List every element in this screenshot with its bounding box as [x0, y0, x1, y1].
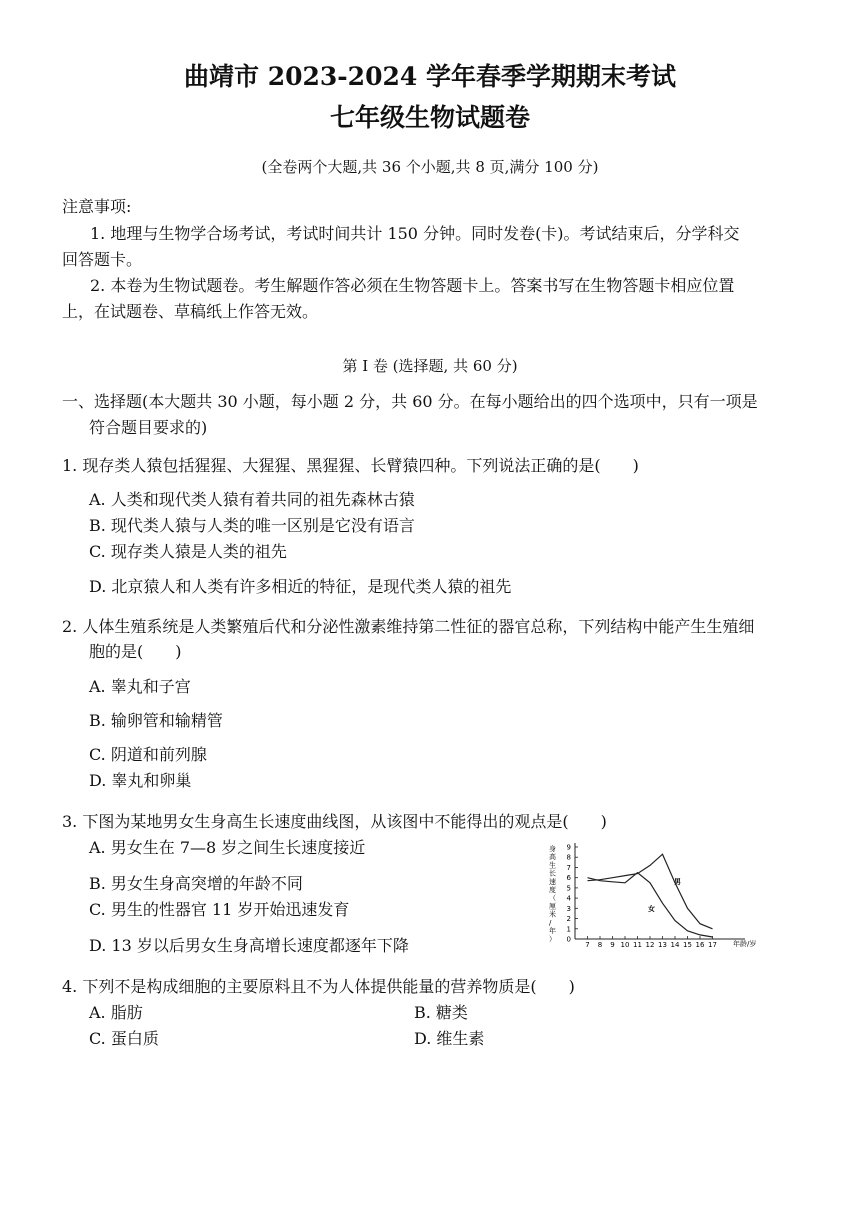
chart-ylabel-char: 度: [549, 886, 556, 894]
chart-x-tick-label: 10: [620, 941, 630, 949]
chart-legend: [648, 877, 681, 913]
chart-x-tick-label: 14: [670, 941, 680, 949]
notice-heading: 注意事项:: [62, 197, 132, 216]
chart-x-tick-label: 12: [645, 941, 655, 949]
question-4-option-d: D. 维生素: [414, 1029, 485, 1048]
chart-x-tick-label: 16: [695, 941, 705, 949]
question-3-option-c: C. 男生的性器官 11 岁开始迅速发育: [89, 900, 350, 919]
chart-ylabel-char: /: [549, 918, 552, 927]
chart-x-tick-label: 17: [708, 941, 717, 949]
chart-yticks: [567, 844, 578, 944]
question-2-stem-line1: 2. 人体生殖系统是人类繁殖后代和分泌性激素维持第二性征的器官总称，下列结构中能产生生殖细: [62, 617, 755, 636]
question-4-option-a: A. 脂肪: [89, 1003, 143, 1022]
section-title: 第 I 卷 (选择题, 共 60 分): [342, 357, 518, 375]
question-3-option-a: A. 男女生在 7—8 岁之间生长速度接近: [89, 838, 366, 857]
chart-ylabel-char: 长: [549, 869, 556, 878]
chart-axes: [575, 843, 745, 939]
chart-ylabel-char: 身: [549, 845, 556, 853]
chart-x-tick-label: 15: [683, 941, 692, 949]
chart-xlabel: 年龄/岁: [733, 940, 757, 948]
chart-ylabel-char: ）: [549, 935, 556, 944]
chart-ylabel-char: 速: [549, 877, 556, 886]
question-1-stem: 1. 现存类人猿包括猩猩、大猩猩、黑猩猩、长臂猿四种。下列说法正确的是( ): [62, 456, 639, 475]
chart-ylabel-char: 米: [549, 910, 556, 919]
question-1-option-a: A. 人类和现代类人猿有着共同的祖先森林古猿: [89, 490, 415, 509]
chart-y-tick-label: 6: [566, 874, 571, 883]
chart-y-tick-label: 9: [566, 843, 571, 852]
chart-ylabel: [549, 844, 556, 943]
chart-y-tick-label: 1: [566, 925, 571, 934]
chart-y-tick-label: 3: [566, 904, 571, 913]
section-intro-line1: 一、选择题(本大题共 30 小题，每小题 2 分，共 60 分。在每小题给出的四个选项中，只有一项是: [62, 392, 758, 411]
question-3-option-d: D. 13 岁以后男女生身高增长速度都逐年下降: [89, 936, 409, 955]
question-4-stem: 4. 下列不是构成细胞的主要原料且不为人体提供能量的营养物质是( ): [62, 977, 575, 996]
question-3-option-b: B. 男女生身高突增的年龄不同: [89, 874, 303, 893]
exam-title-line2: 七年级生物试题卷: [329, 103, 530, 132]
question-1-option-c: C. 现存类人猿是人类的祖先: [89, 542, 287, 561]
question-1-option-b: B. 现代类人猿与人类的唯一区别是它没有语言: [89, 516, 415, 535]
chart-y-tick-label: 7: [566, 863, 571, 872]
chart-y-tick-label: 4: [566, 894, 571, 903]
chart-x-tick-label: 11: [633, 941, 642, 949]
question-4-option-c: C. 蛋白质: [89, 1029, 159, 1048]
growth-speed-chart: [545, 841, 770, 953]
chart-series-line: [588, 854, 713, 929]
question-1-option-d: D. 北京猿人和人类有许多相近的特征，是现代类人猿的祖先: [89, 577, 512, 596]
question-4-option-b: B. 糖类: [414, 1003, 468, 1022]
chart-series: [588, 854, 713, 937]
chart-x-tick-label: 8: [597, 941, 603, 949]
chart-y-tick-label: 0: [566, 935, 571, 944]
exam-title-line1: 曲靖市 2023-2024 学年春季学期期末考试: [184, 62, 676, 91]
chart-series-label: 女: [648, 905, 655, 913]
question-2-stem-line2: 胞的是( ): [89, 642, 182, 661]
chart-x-tick-label: 13: [658, 941, 667, 949]
question-2-option-d: D. 睾丸和卵巢: [89, 771, 192, 790]
chart-x-tick-label: 9: [610, 941, 615, 949]
notice-item2-line1: 2. 本卷为生物试题卷。考生解题作答必须在生物答题卡上。答案书写在生物答题卡相应位置: [90, 276, 735, 295]
exam-subtitle: (全卷两个大题,共 36 个小题,共 8 页,满分 100 分): [261, 158, 599, 176]
notice-item1-line1: 1. 地理与生物学合场考试，考试时间共计 150 分钟。同时发卷(卡)。考试结束后，分学科交: [90, 224, 740, 243]
question-2-option-a: A. 睾丸和子宫: [89, 677, 191, 696]
chart-xticks: [585, 936, 717, 949]
chart-ylabel-char: 厘: [549, 902, 556, 911]
chart-y-tick-label: 2: [566, 915, 571, 924]
chart-x-tick-label: 7: [585, 941, 590, 949]
question-2-option-b: B. 输卵管和输精管: [89, 711, 223, 730]
section-intro-line2: 符合题目要求的): [89, 418, 208, 437]
question-3-stem: 3. 下图为某地男女生身高生长速度曲线图，从该图中不能得出的观点是( ): [62, 812, 607, 831]
chart-series-label: 男: [674, 878, 681, 886]
chart-ylabel-char: 高: [549, 853, 556, 862]
chart-ylabel-char: 生: [549, 861, 556, 870]
chart-y-tick-label: 5: [566, 884, 571, 893]
chart-ylabel-char: 年: [549, 927, 556, 935]
chart-ylabel-char: （: [549, 894, 556, 903]
notice-item2-line2: 上，在试题卷、草稿纸上作答无效。: [62, 302, 319, 321]
question-2-option-c: C. 阴道和前列腺: [89, 745, 207, 764]
chart-y-tick-label: 8: [566, 853, 571, 862]
notice-item1-line2: 回答题卡。: [62, 250, 143, 269]
